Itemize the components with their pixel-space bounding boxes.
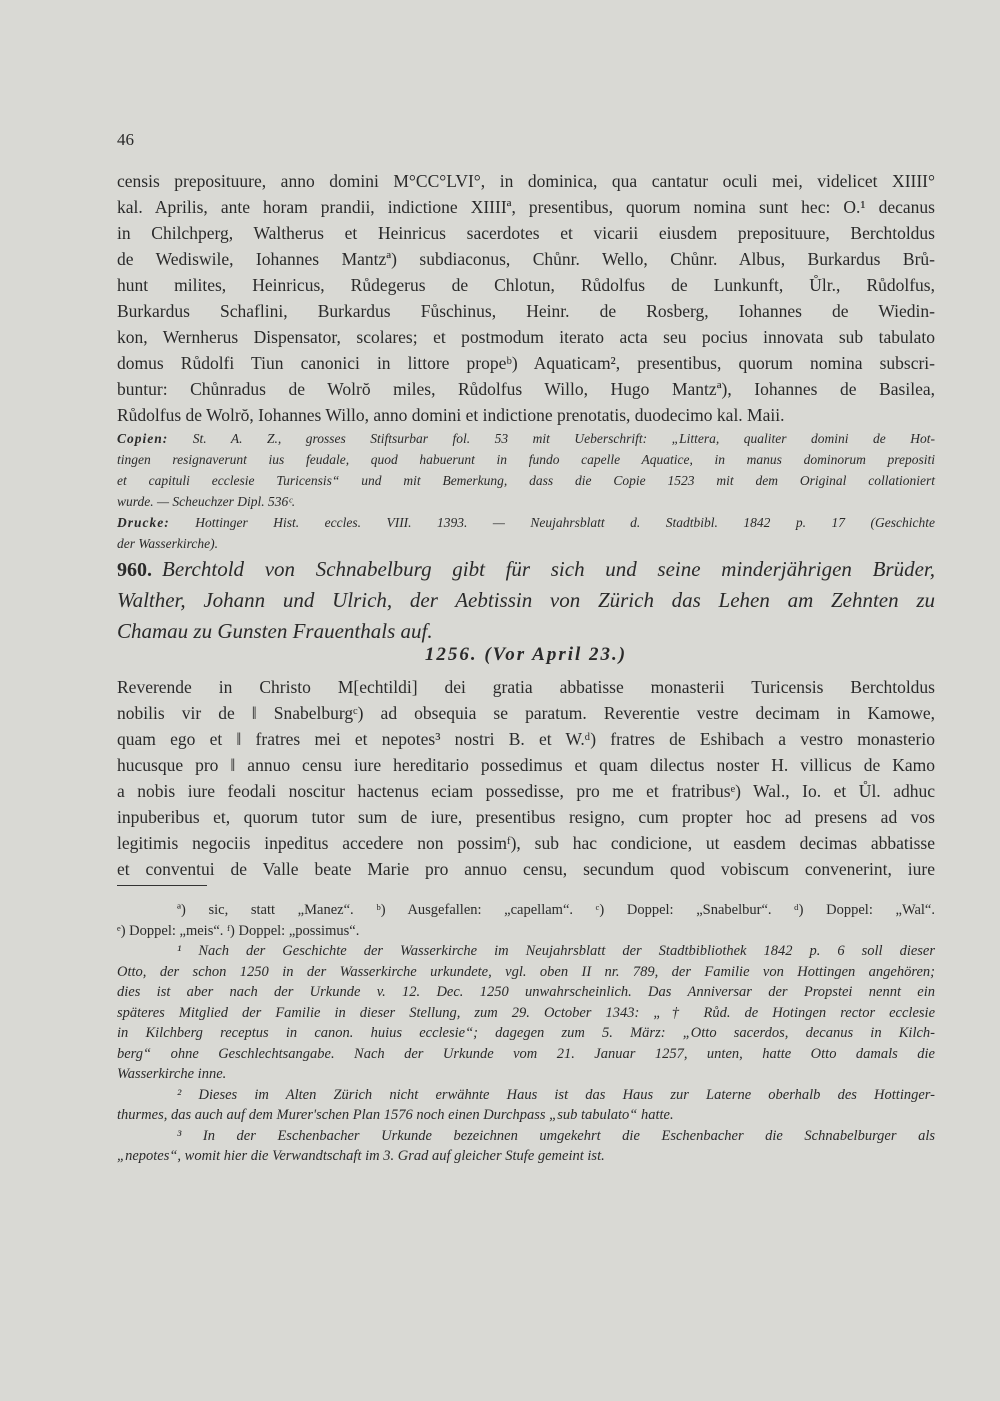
heading-line: [117, 554, 935, 585]
text-line: domus Růdolfi Tiun canonici in littore propeᵇ) Aquaticam², presentibus, quorum nomina subscri-: [117, 353, 935, 373]
text-line: quam ego et ‖ fratres mei et nepotes³ nostri B. et W.ᵈ) fratres de Eshibach a vestro monasterio: [117, 729, 935, 749]
text-line: a nobis iure feodali noscitur hactenus eciam possedisse, pro me et fratribusᵉ) Wal., Io. et Ůl. adhuc: [117, 781, 935, 801]
footnote-line: dies ist aber nach der Urkunde v. 12. Dec. 1250 unwahrscheinlich. Das Anniversar der Propstei nennt ein: [117, 984, 935, 1000]
footnote-line: „nepotes“, womit hier die Verwandtschaft im 3. Grad auf gleicher Stufe gemeint ist.: [117, 1148, 605, 1164]
text-line: et conventui de Valle beate Marie pro annuo censu, secundum quod vobiscum convenerint, iure: [117, 859, 935, 879]
heading-text: Berchtold von Schnabelburg gibt für sich und seine minderjährigen Brüder,: [162, 557, 935, 581]
text-line: kal. Aprilis, ante horam prandii, indictione XIIIIª, presentibus, quorum nomina sunt hec: O.¹ decanus: [117, 197, 935, 217]
copies-label: Copien:: [117, 431, 169, 446]
heading-line: Walther, Johann und Ulrich, der Aebtissin von Zürich das Lehen am Zehnten zu: [117, 588, 935, 612]
text-line: de Wediswile, Iohannes Mantzª) subdiaconus, Chůnr. Wello, Chůnr. Albus, Burkardus Brů-: [117, 249, 935, 269]
prints-note: [117, 512, 935, 533]
charter-text: [117, 168, 935, 428]
text-line: buntur: Chůnradus de Wolrŏ miles, Růdolfus Willo, Hugo Mantzª), Iohannes de Basilea,: [117, 379, 935, 399]
copies-text: et capituli ecclesie Turicensis“ und mit Bemerkung, dass die Copie 1523 mit dem Original collationiert: [117, 473, 935, 488]
footnotes: [117, 900, 935, 1167]
page-number: 46: [117, 130, 134, 149]
footnote-line: ¹ Nach der Geschichte der Wasserkirche im Neujahrsblatt der Stadtbibliothek 1842 p. 6 soll dieser: [177, 943, 935, 959]
footnote-line: späteres Mitglied der Familie in dieser Stellung, zum 29. October 1343: „† Růd. de Hotingen rector ecclesie: [117, 1004, 935, 1021]
copies-text: wurde. — Scheuchzer Dipl. 536ᶜ.: [117, 494, 296, 509]
footnote-line: ² Dieses im Alten Zürich nicht erwähnte Haus ist das Haus zur Laterne oberhalb des Hottinger-: [177, 1086, 935, 1103]
text-line: kon, Wernherus Dispensator, scolares; et postmodum iterato acta seu pocius innovata sub tabulato: [117, 327, 935, 347]
footnote-line: Otto, der schon 1250 in der Wasserkirche urkundete, vgl. oben II nr. 789, der Familie von Hottingen angehören;: [117, 963, 935, 980]
copies-note: [117, 428, 935, 449]
footnote-line: ª) sic, statt „Manez“. ᵇ) Ausgefallen: „capellam“. ᶜ) Doppel: „Snabelbur“. ᵈ) Doppel: „Wal“.: [177, 902, 935, 918]
document-date: 1256. (Vor April 23.): [424, 644, 628, 665]
text-line: legitimis negociis inpeditus accedere non possimᶠ), sub hac condicione, ut easdem decimas abbatisse: [117, 833, 935, 853]
document-number: 960.: [117, 559, 152, 581]
footnote-divider: [117, 885, 207, 886]
text-line: in Chilchperg, Waltherus et Heinricus sacerdotes et vicarii eiusdem preposituure, Berchtoldus: [117, 223, 935, 243]
footnote-line: ᵉ) Doppel: „meis“. ᶠ) Doppel: „possimus“.: [117, 922, 360, 939]
footnote-line: in Kilchberg receptus in canon. huius ecclesie“; dagegen zum 5. März: „Otto sacerdos, decanus in Kilch-: [117, 1025, 935, 1041]
text-line: hucusque pro ‖ annuo censu iure hereditario possedimus et quam dilectus noster H. villicus de Kamo: [117, 755, 935, 775]
copies-text: tingen resignaverunt ius feudale, quod habuerunt in fundo capelle Aquatice, in manus dominorum prepositi: [117, 452, 935, 467]
document-heading: [117, 554, 935, 647]
footnote-line: Wasserkirche inne.: [117, 1066, 227, 1082]
apparatus: [117, 428, 935, 554]
heading-line: Chamau zu Gunsten Frauenthals auf.: [117, 619, 433, 643]
letter-text: [117, 674, 935, 882]
text-line: inpuberibus et, quorum tutor sum de iure, presentibus resigno, cum propter hoc ad presens ad vos: [117, 807, 935, 827]
copies-text: St. A. Z., grosses Stiftsurbar fol. 53 mit Ueberschrift: „Littera, qualiter domini de Hot-: [168, 431, 935, 446]
footnote-line: thurmes, das auch auf dem Murer'schen Plan 1576 noch einen Durchpass „sub tabulato“ hatte.: [117, 1107, 674, 1123]
text-line: Reverende in Christo M[echtildi] dei gratia abbatisse monasterii Turicensis Berchtoldus: [117, 677, 935, 697]
prints-text: Hottinger Hist. eccles. VIII. 1393. — Neujahrsblatt d. Stadtbibl. 1842 p. 17 (Geschichte: [169, 515, 935, 530]
text-line: censis preposituure, anno domini M°CC°LVI°, in dominica, qua cantatur oculi mei, videlicet XIIII°: [117, 171, 935, 191]
prints-label: Drucke:: [117, 515, 170, 530]
text-line: nobilis vir de ‖ Snabelburgᶜ) ad obsequia se paratum. Reverentie vestre decimam in Kamowe,: [117, 703, 935, 723]
footnote-line: berg“ ohne Geschlechtsangabe. Nach der Urkunde vom 21. Januar 1257, unten, hatte Otto damals die: [117, 1045, 935, 1062]
prints-text: der Wasserkirche).: [117, 536, 218, 551]
footnote-line: ³ In der Eschenbacher Urkunde bezeichnen umgekehrt die Eschenbacher die Schnabelburger als: [177, 1127, 935, 1144]
text-line: Burkardus Schaflini, Burkardus Fůschinus, Heinr. de Rosberg, Iohannes de Wiedin-: [117, 301, 935, 321]
text-line: Růdolfus de Wolrŏ, Iohannes Willo, anno domini et indictione prenotatis, duodecimo kal. Maii.: [117, 405, 785, 425]
text-line: hunt milites, Heinricus, Růdegerus de Chlotun, Růdolfus de Lunkunft, Ůlr., Růdolfus,: [117, 275, 935, 295]
